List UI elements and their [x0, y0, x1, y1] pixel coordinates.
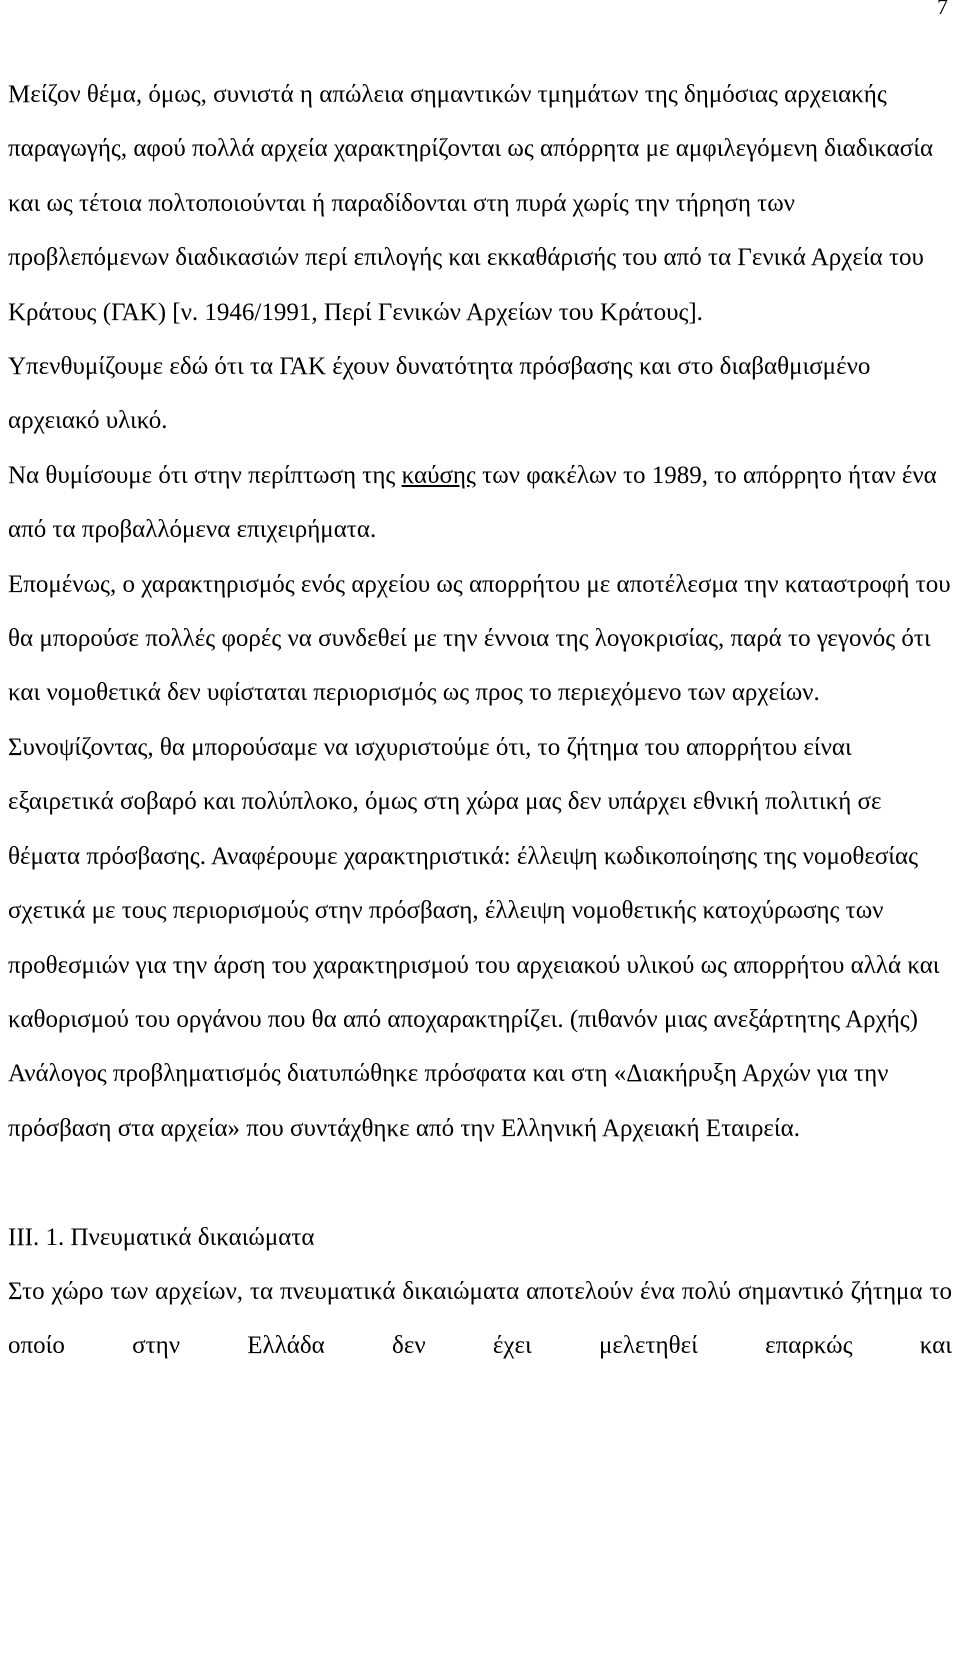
section-spacer	[8, 1156, 952, 1210]
page-number: 7	[937, 0, 948, 19]
paragraph-intellectual-property: Στο χώρο των αρχείων, τα πνευματικά δικαιώματα αποτελούν ένα πολύ σημαντικό ζήτημα το οποίο στην Ελλάδα δεν έχει μελετηθεί επαρκώς και	[8, 1277, 952, 1360]
paragraph-1989-text-before: Να θυμίσουμε ότι στην περίπτωση της	[8, 461, 402, 489]
paragraph-gak-access: Υπενθυμίζουμε εδώ ότι τα ΓΑΚ έχουν δυνατότητα πρόσβασης και στο διαβαθμισμένο αρχειακό υλικό.	[8, 353, 871, 435]
paragraph-summary: Συνοψίζοντας, θα μπορούσαμε να ισχυριστούμε ότι, το ζήτημα του απορρήτου είναι εξαιρετικά σοβαρό και πολύπλοκο, όμως στη χώρα μας δεν υπάρχει εθνική πολιτική σε θέματα πρόσβασης. Αναφέρουμε χαρακτηριστικά: έλλειψη κωδικοποίησης της νομοθεσίας σχετικά με τους περιορισμούς στην πρόσβαση, έλλειψη νομοθετικής κατοχύρωσης των προθεσμιών για την άρση του χαρακτηρισμού του αρχειακού υλικού ως απορρήτου αλλά και καθορισμού του οργάνου που θα από αποχαρακτηρίζει. (πιθανόν μιας ανεξάρτητης Αρχής)	[8, 733, 940, 1033]
section-heading: ΙΙΙ. 1. Πνευματικά δικαιώματα	[8, 1223, 315, 1251]
paragraph-1989-text-after: των φακέλων το 1989, το απόρρητο ήταν ένα από τα προβαλλόμενα επιχειρήματα.	[8, 461, 937, 544]
body-text	[8, 68, 952, 1374]
paragraph-declaration: Ανάλογος προβληματισμός διατυπώθηκε πρόσφατα και στη «Διακήρυξη Αρχών για την πρόσβαση στα αρχεία» που συντάχθηκε από την Ελληνική Αρχειακή Εταιρεία.	[8, 1060, 889, 1142]
paragraph-censorship: Επομένως, ο χαρακτηρισμός ενός αρχείου ως απορρήτου με αποτέλεσμα την καταστροφή του θα μπορούσε πολλές φορές να συνδεθεί με την έννοια της λογοκρισίας, παρά το γεγονός ότι και νομοθετικά δεν υφίσταται περιορισμός ως προς το περιεχόμενο των αρχείων.	[8, 570, 951, 707]
paragraph-1989-burning	[8, 449, 952, 558]
paragraph-destruction-of-archives: Μείζον θέμα, όμως, συνιστά η απώλεια σημαντικών τμημάτων της δημόσιας αρχειακής παραγωγής, αφού πολλά αρχεία χαρακτηρίζονται ως απόρρητα με αμφιλεγόμενη διαδικασία και ως τέτοια πολτοποιούνται ή παραδίδονται στη πυρά χωρίς την τήρηση των προβλεπόμενων διαδικασιών περί επιλογής και εκκαθάρισής του από τα Γενικά Αρχεία του Κράτους (ΓΑΚ) [ν. 1946/1991, Περί Γενικών Αρχείων του Κράτους].	[8, 81, 934, 326]
underlined-word-burning: καύσης	[401, 461, 476, 489]
